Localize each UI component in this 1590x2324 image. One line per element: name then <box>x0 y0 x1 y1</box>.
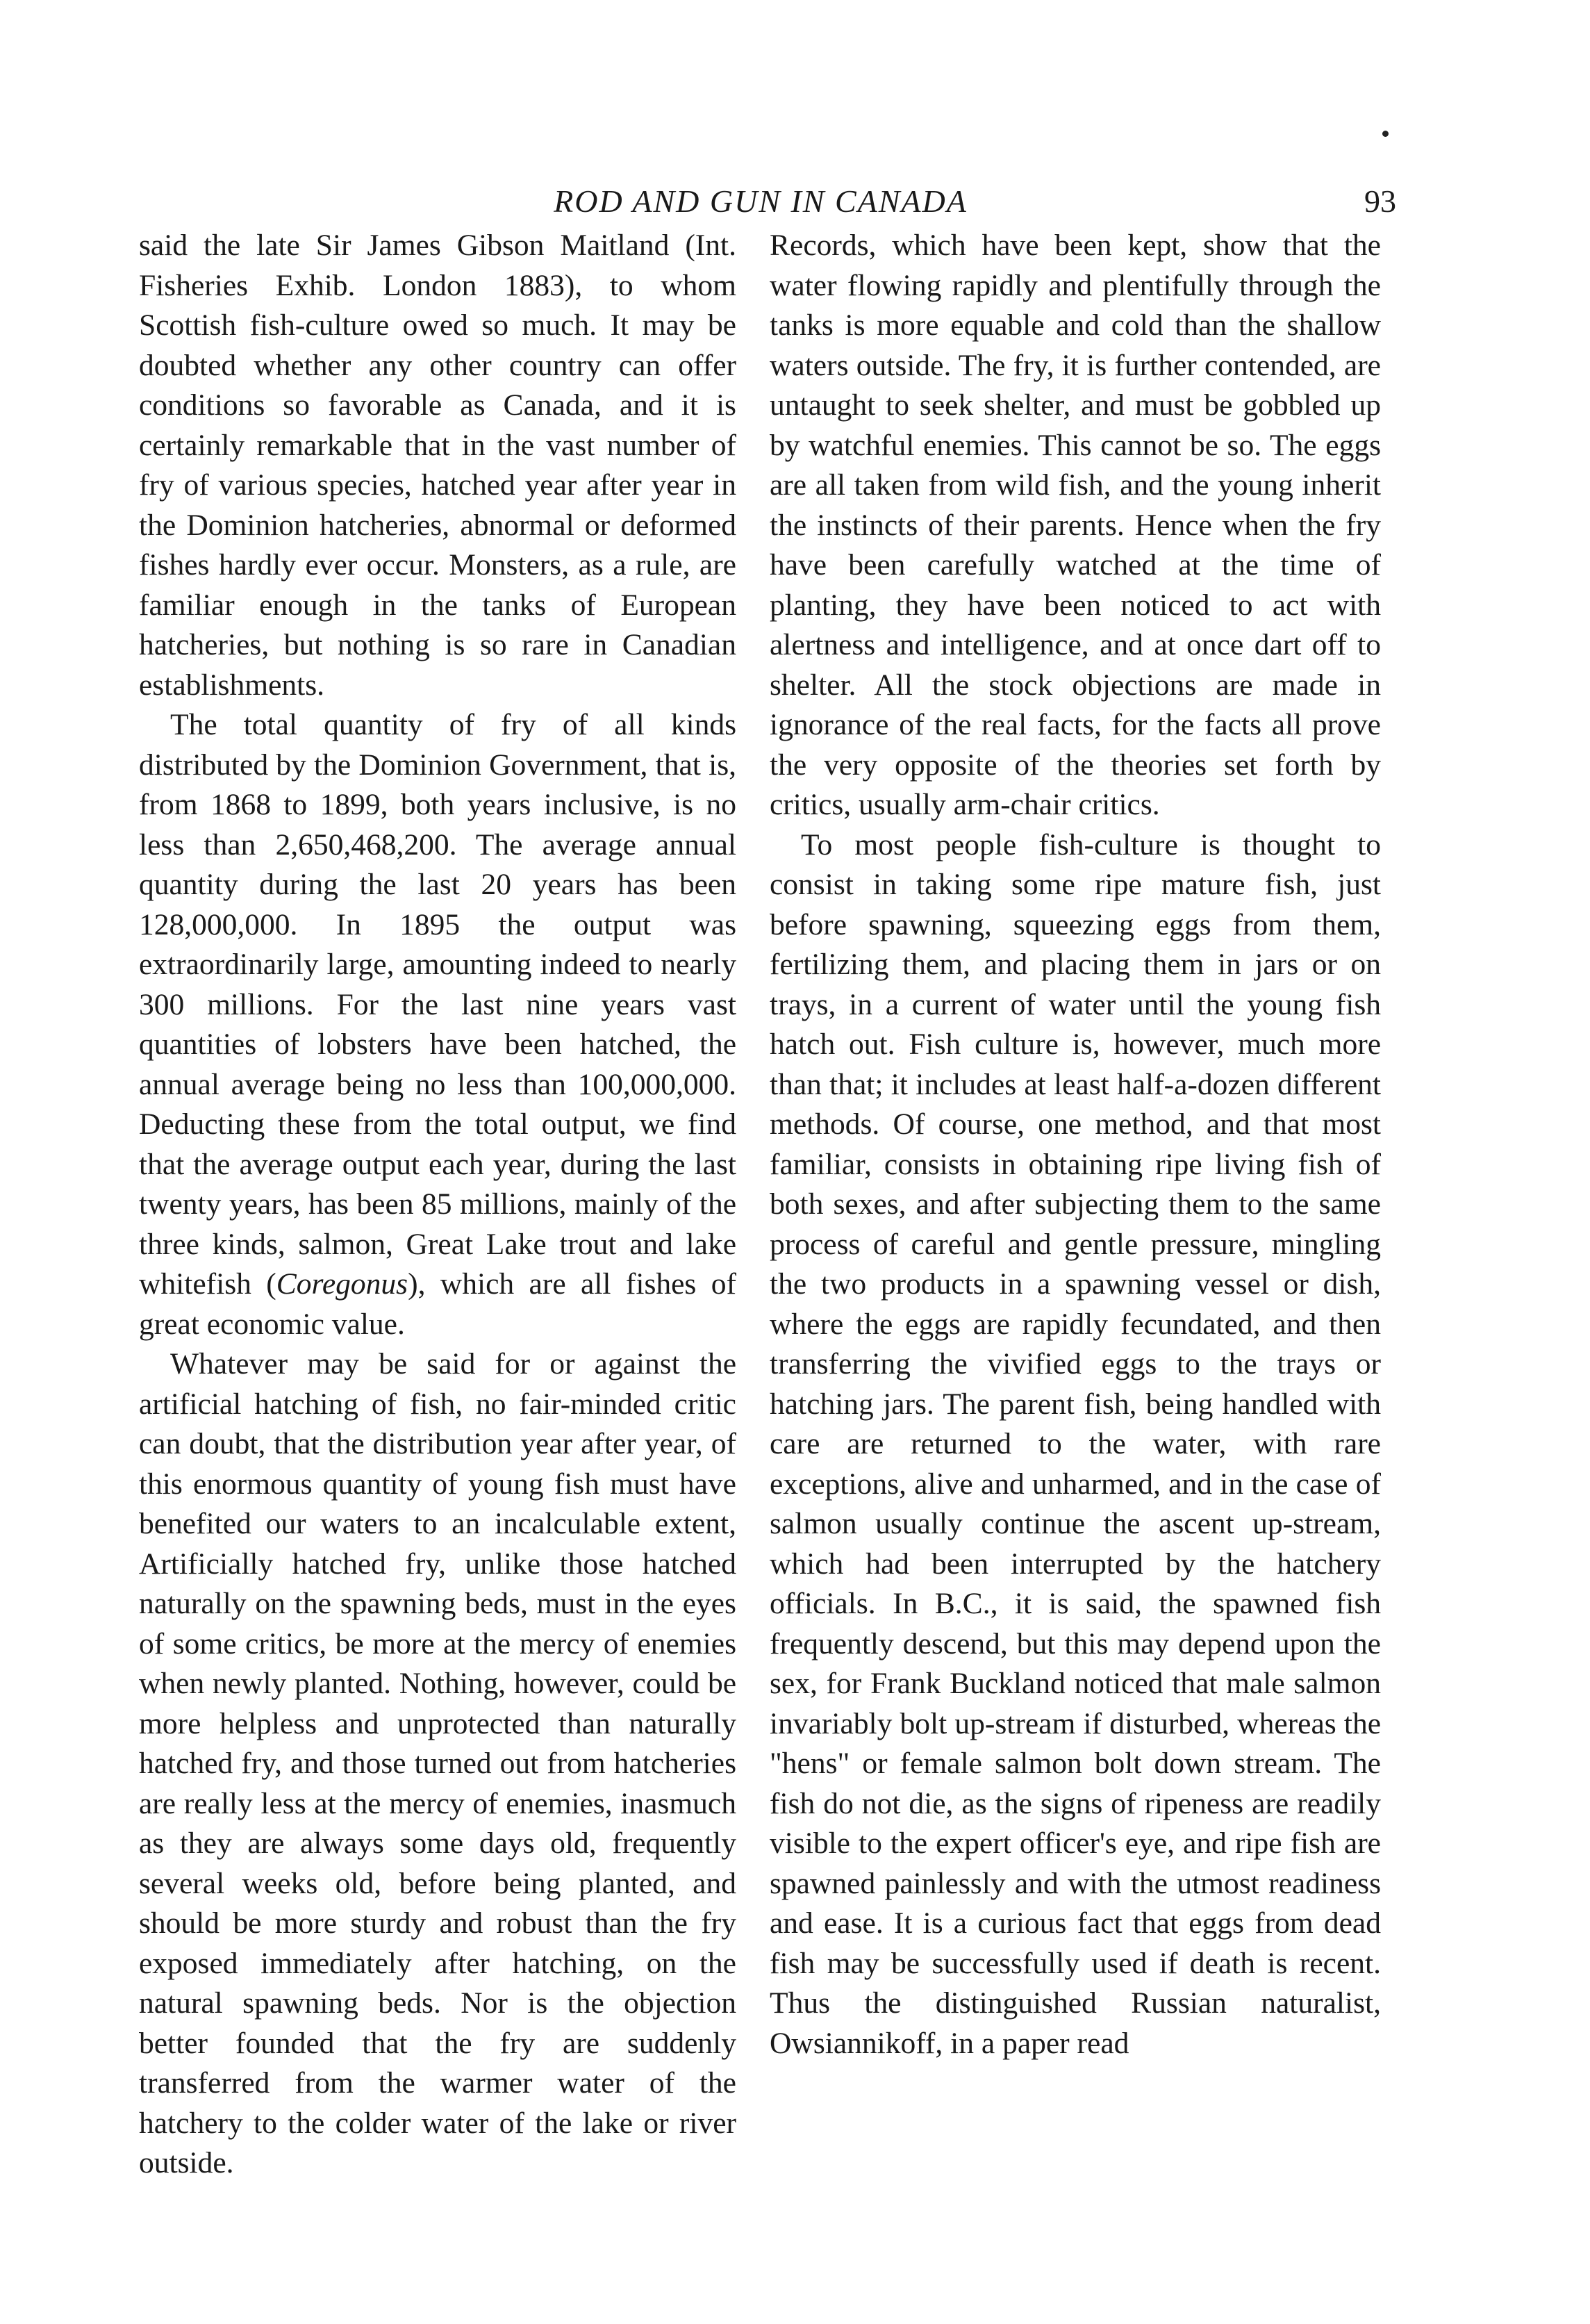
right-paragraph-1: Records, which have been kept, show that the water flowing rapidly and plentifully through the tanks is more equable and cold than the shallow waters outside. The fry, it is further contended, are untaught to seek shelter, and must be gobbled up by watchful enemies. This cannot be so. The eggs are all taken from wild fish, and the young inherit the instincts of their parents. Hence when the fry have been carefully watched at the time of planting, they have been noticed to act with alertness and intelligence, and at once dart off to shelter. All the stock objections are made in ignorance of the real facts, for the facts all prove the very opposite of the theories set forth by critics, usually arm-chair critics. <box>770 229 1381 821</box>
left-paragraph-2-text-a: The total quantity of fry of all kinds distributed by the Dominion Government, that is, from 1868 to 1899, both years inclusive, is no less than 2,650,468,200. The average annual quantity during the last 20 years has been 128,000,000. In 1895 the output was extraordinarily large, amounting indeed to nearly 300 millions. For the last nine years vast quantities of lobsters have been hatched, the annual average being no less than 100,000,000. Deducting these from the total output, we find that the average output each year, during the last twenty years, has been 85 millions, mainly of the three kinds, salmon, Great Lake trout and lake whitefish ( <box>139 708 736 1301</box>
left-paragraph-1: said the late Sir James Gibson Maitland (Int. Fisheries Exhib. London 1883), to whom Scottish fish-culture owed so much. It may be doubted whether any other country can offer conditions so favorable as Canada, and it is certainly remarkable that in the vast number of fry of various species, hatched year after year in the Dominion hatcheries, abnormal or deformed fishes hardly ever occur. Monsters, as a rule, are familiar enough in the tanks of European hatcheries, but nothing is so rare in Canadian establishments. <box>139 229 736 702</box>
stray-dot <box>1382 131 1389 137</box>
right-column <box>770 226 1381 2063</box>
left-paragraph-3: Whatever may be said for or against the artificial hatching of fish, no fair-minded critic can doubt, that the distribution year after year, of this enormous quantity of young fish must have benefited our waters to an incalculable extent, Artificially hatched fry, unlike those hatched naturally on the spawning beds, must in the eyes of some critics, be more at the mercy of enemies when newly planted. Nothing, however, could be more helpless and unprotected than naturally hatched fry, and those turned out from hatcheries are really less at the mercy of enemies, inasmuch as they are always some days old, frequently several weeks old, before being planted, and should be more sturdy and robust than the fry exposed immediately after hatching, on the natural spawning beds. Nor is the objection better founded that the fry are suddenly transferred from the warmer water of the hatchery to the colder water of the lake or river outside. <box>139 1347 736 2179</box>
right-paragraph-2: To most people fish-culture is thought to consist in taking some ripe mature fish, just before spawning, squeezing eggs from them, fertilizing them, and placing them in jars or on trays, in a current of water until the young fish hatch out. Fish culture is, however, much more than that; it includes at least half-a-dozen different methods. Of course, one method, and that most familiar, consists in obtaining ripe living fish of both sexes, and after subjecting them to the same process of careful and gentle pressure, mingling the two products in a spawning vessel or dish, where the eggs are rapidly fecundated, and then transferring the vivified eggs to the trays or hatching jars. The parent fish, being handled with care are returned to the water, with rare exceptions, alive and unharmed, and in the case of salmon usually continue the ascent up-stream, which had been interrupted by the hatchery officials. In B.C., it is said, the spawned fish frequently descend, but this may depend upon the sex, for Frank Buckland noticed that male salmon invariably bolt up-stream if disturbed, whereas the "hens" or female salmon bolt down stream. The fish do not die, as the signs of ripeness are readily visible to the expert officer's eye, and ripe fish are spawned painlessly and with the utmost readiness and ease. It is a curious fact that eggs from dead fish may be successfully used if death is recent. Thus the distinguished Russian naturalist, Owsiannikoff, in a paper read <box>770 827 1381 2060</box>
left-paragraph-2 <box>139 705 736 1344</box>
left-paragraph-2-text-b: ), which are all fishes of great economic value. <box>139 1267 736 1341</box>
running-head <box>125 177 1396 226</box>
left-paragraph-2-italic: Coregonus <box>276 1267 408 1301</box>
page-number: 93 <box>1364 183 1396 219</box>
left-column <box>139 226 736 2184</box>
running-title: ROD AND GUN IN CANADA <box>554 183 968 219</box>
